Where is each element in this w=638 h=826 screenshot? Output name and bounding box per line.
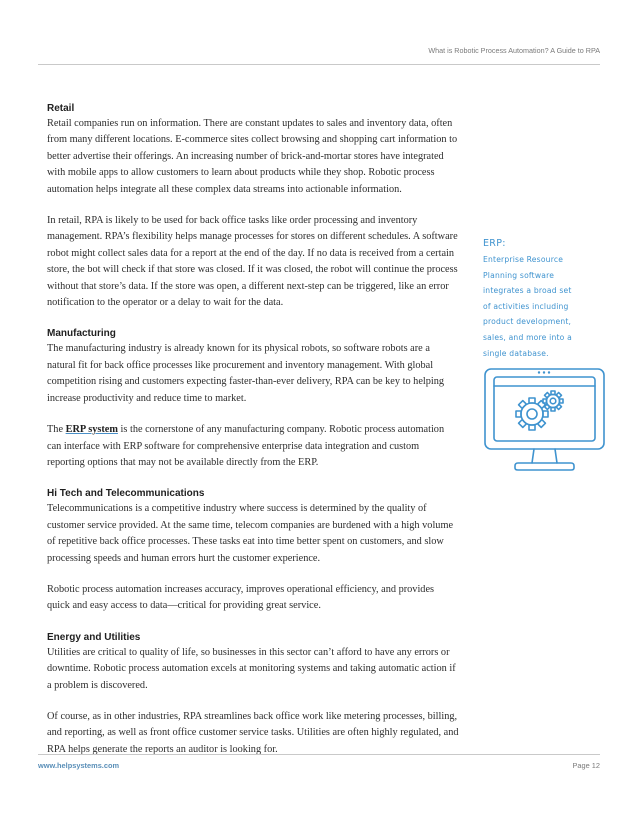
header-divider	[38, 64, 600, 65]
paragraph: Robotic process automation increases accuracy, improves operational efficiency, and provides quick and easy access to data—critical for providing great service.	[47, 583, 435, 612]
sidebar-line: product development,	[483, 317, 572, 327]
paragraph: The manufacturing industry is already known for its physical robots, so software robots are a natural fit for back office processes like procurement and inventory management. With global competition rising and customers expecting faster-than-ever delivery, RPA can be key to helping increase productivity and reduce time to market.	[47, 343, 445, 404]
monitor-gears-icon	[482, 366, 607, 476]
erp-system-link[interactable]: ERP system	[65, 424, 118, 436]
paragraph: Telecommunications is a competitive industry where success is determined by the quality of customer service provided. At the same time, telecom companies are burdened with a high volume of repetitive back office processes. These tasks eat into time better spent on customers, and slow processing speeds and human errors hurt the customer experience.	[47, 503, 454, 564]
section-heading-energy: Energy and Utilities	[47, 631, 141, 643]
sidebar-line: Planning software	[483, 270, 555, 280]
section-heading-manufacturing: Manufacturing	[47, 328, 116, 340]
footer-website-link[interactable]: www.helpsystems.com	[38, 761, 120, 770]
sidebar-line: single database.	[483, 348, 549, 358]
sidebar-line: integrates a broad set	[483, 286, 572, 296]
paragraph: Of course, as in other industries, RPA streamlines back office work like metering processes, billing, and reporting, as well as front office customer service tasks. Utilities are often highly regulated, and RPA helps generate the reports an auditor is looking for.	[47, 710, 459, 755]
sidebar-line: of activities including	[483, 301, 569, 311]
section-heading-retail: Retail	[47, 103, 75, 114]
paragraph: Utilities are critical to quality of life, so businesses in this sector can’t afford to have any errors or downtime. Robotic process automation excels at monitoring systems and taking automatic action if a problem is discovered.	[47, 646, 456, 691]
sidebar-line: Enterprise Resource	[483, 255, 564, 264]
section-heading-hitech: Hi Tech and Telecommunications	[47, 488, 205, 500]
footer-divider	[38, 754, 600, 755]
paragraph: Retail companies run on information. There are constant updates to sales and inventory data, often from many different locations. E-commerce sites collect browsing and shopping cart information to better advertise their offerings. An increasing number of brick-and-mortar stores have integrated with mobile apps to allow customers to learn about products while they shop. Robotic process automation helps integrate all these complex data streams into actionable information.	[47, 118, 458, 195]
paragraph	[47, 422, 459, 471]
main-content	[47, 101, 459, 773]
page-header: What is Robotic Process Automation? A Guide to RPA	[428, 46, 600, 55]
erp-sidebar-callout	[483, 237, 608, 361]
sidebar-title: ERP:	[483, 238, 506, 249]
page-number: Page 12	[572, 761, 600, 770]
sidebar-line: sales, and more into a	[483, 332, 572, 342]
paragraph-text: is the cornerstone of any manufacturing company. Robotic process automation can interface with ERP software for comprehensive enterprise data integration and custom reporting options that may not be available directly from the ERP.	[47, 424, 445, 468]
paragraph: In retail, RPA is likely to be used for back office tasks like order processing and inventory management. RPA’s flexibility helps manage processes for stores on different schedules. A software robot might collect sales data for a report at the end of the day. If no data is received from a certain store, the bot will check if that store was closed. If it was closed, the robot will continue the process without that store’s data. If the store was open, a different next-step can be triggered, like an error notification to the operator or a delay to wait for the data.	[47, 215, 458, 309]
paragraph-text: The	[47, 424, 66, 436]
